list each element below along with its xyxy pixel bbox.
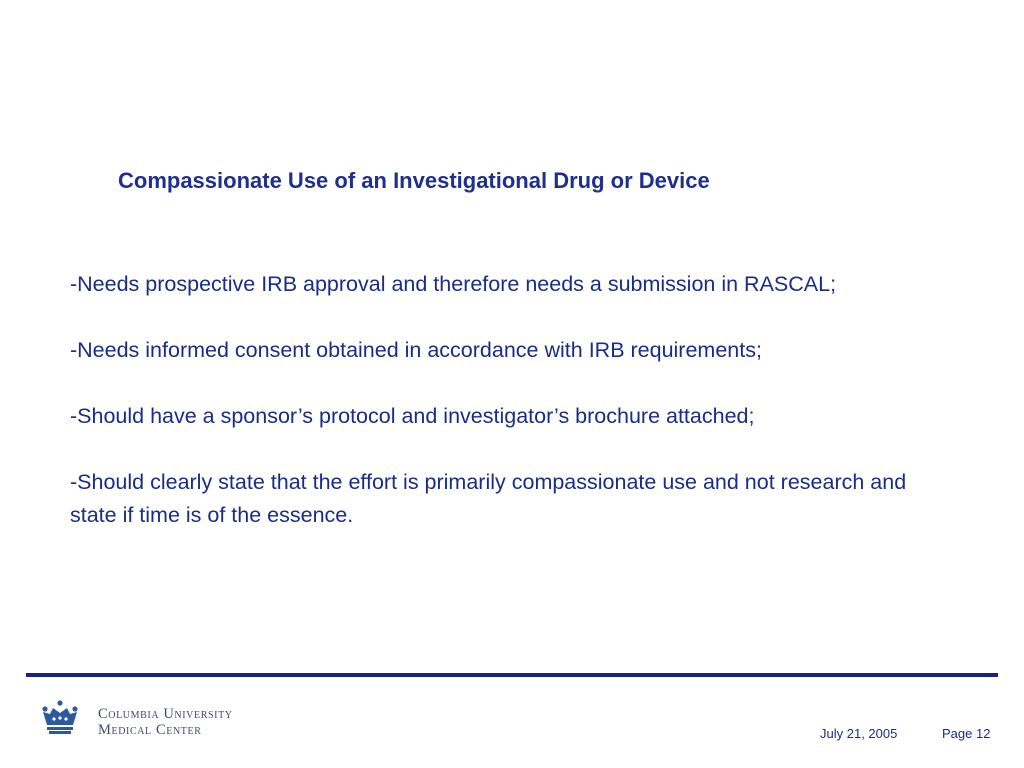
bullet-point: -Needs prospective IRB approval and therefore needs a submission in RASCAL; (70, 272, 837, 296)
wordmark-line-2: Medical Center (98, 722, 202, 738)
bullet-point: -Should have a sponsor’s protocol and investigator’s brochure attached; (70, 404, 755, 428)
institution-wordmark (98, 706, 233, 738)
footer-date: July 21, 2005 (820, 726, 898, 741)
crown-icon (40, 700, 80, 736)
slide-body (70, 268, 950, 565)
bullet-point: -Should clearly state that the effort is primarily compassionate use and not research and state if time is of the essence. (70, 470, 907, 527)
page-number: Page 12 (942, 726, 991, 741)
bullet-point: -Needs informed consent obtained in accordance with IRB requirements; (70, 338, 762, 362)
footer-divider (26, 673, 998, 677)
slide-title: Compassionate Use of an Investigational Drug or Device (118, 168, 710, 193)
wordmark-line-1: Columbia University (98, 706, 233, 722)
